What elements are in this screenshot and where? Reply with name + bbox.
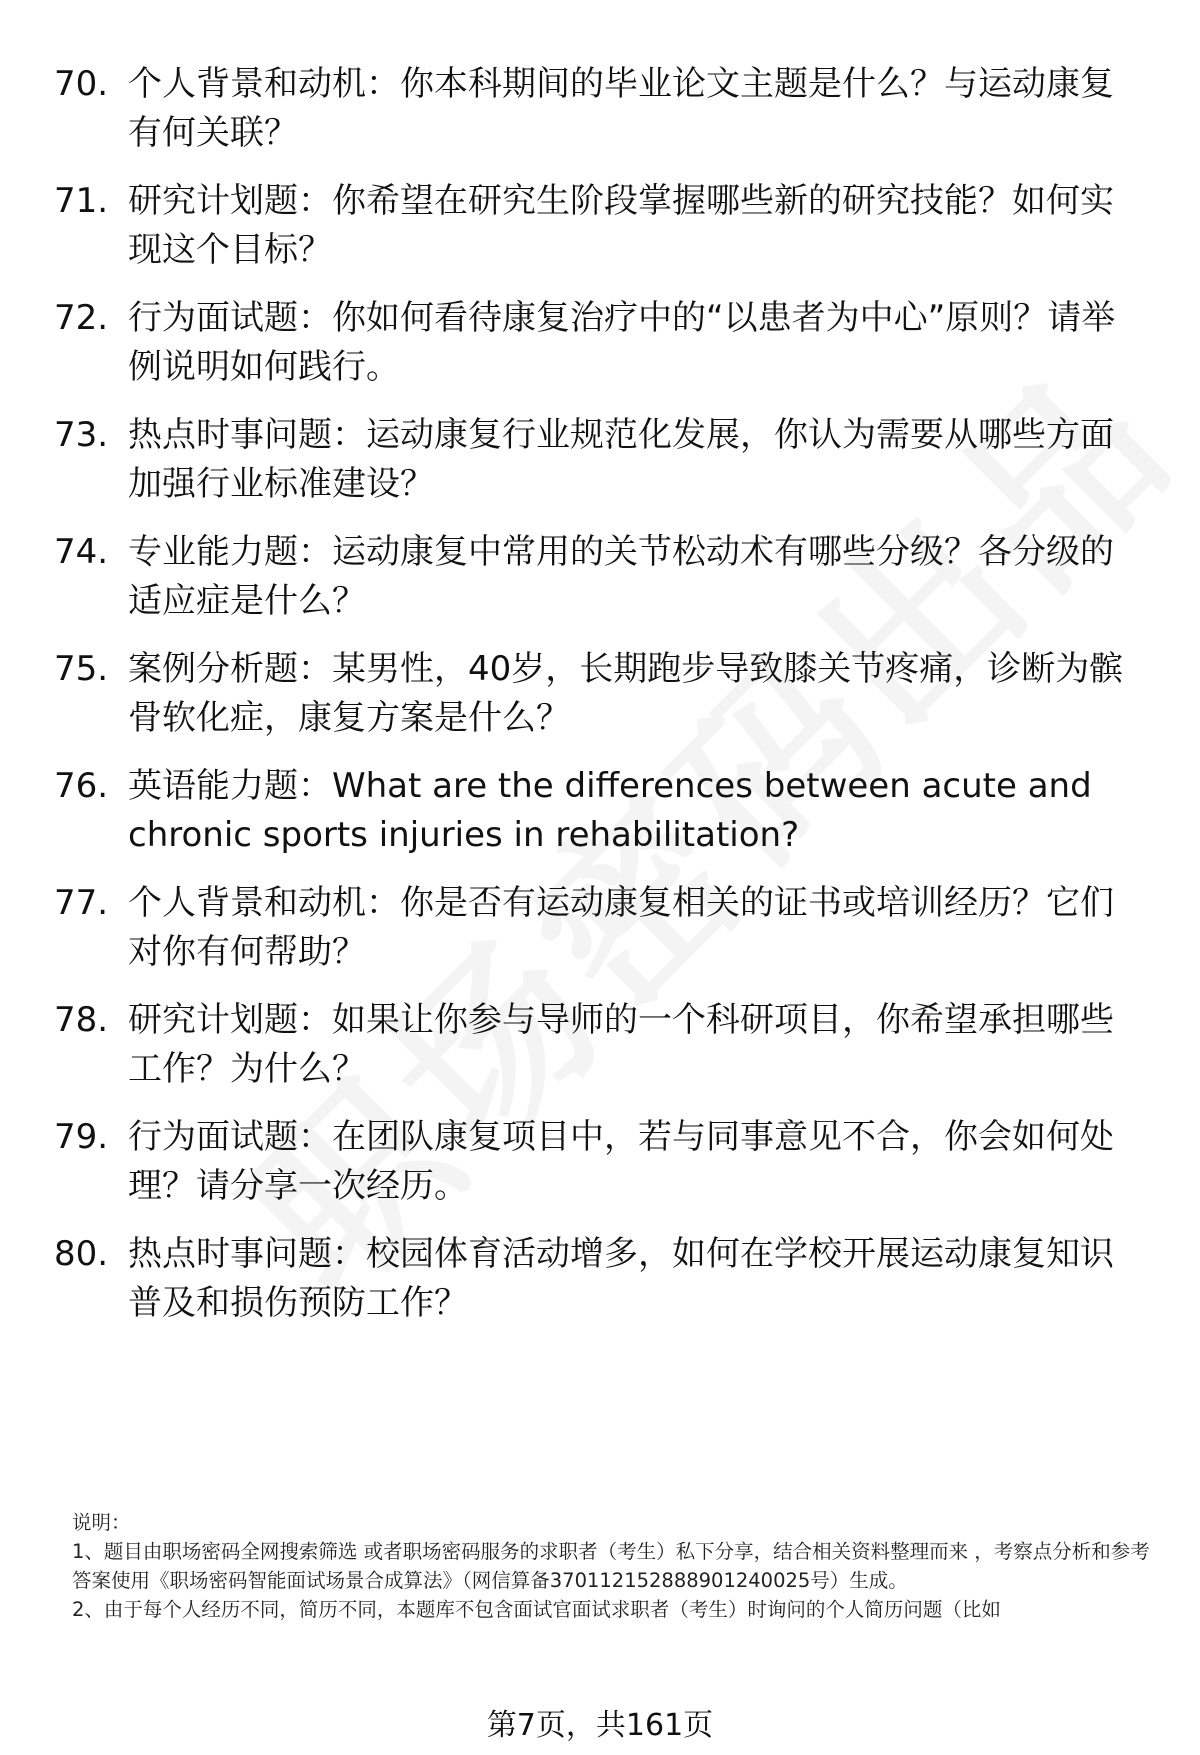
question-number: 74. bbox=[54, 532, 109, 572]
question-number: 75. bbox=[54, 649, 109, 689]
question-text: 案例分析题：某男性，40岁，长期跑步导致膝关节疼痛，诊断为髌骨软化症，康复方案是什么？ bbox=[128, 649, 1124, 738]
question-text: 个人背景和动机：你本科期间的毕业论文主题是什么？与运动康复有何关联？ bbox=[128, 64, 1114, 153]
question-number: 71. bbox=[54, 181, 109, 221]
question-text: 热点时事问题：校园体育活动增多，如何在学校开展运动康复知识普及和损伤预防工作？ bbox=[128, 1234, 1114, 1323]
notes-heading: 说明： bbox=[72, 1511, 131, 1534]
question-text: 英语能力题：What are the differences between acute and chronic sports injuries in rehabilitation? bbox=[128, 766, 1092, 855]
notes-item-1: 1、题目由职场密码全网搜索筛选 或者职场密码服务的求职者（考生）私下分享，结合相关资料整理而来 ，考察点分析和参考答案使用《职场密码智能面试场景合成算法》（网信算备370112152888901240025号）生成。 bbox=[72, 1540, 1150, 1592]
question-text: 个人背景和动机：你是否有运动康复相关的证书或培训经历？它们对你有何帮助？ bbox=[128, 883, 1114, 972]
question-number: 79. bbox=[54, 1117, 109, 1157]
question-text: 专业能力题：运动康复中常用的关节松动术有哪些分级？各分级的适应症是什么？ bbox=[128, 532, 1114, 621]
question-number: 72. bbox=[54, 298, 109, 338]
notes-item-2: 2、由于每个人经历不同，简历不同，本题库不包含面试官面试求职者（考生）时询问的个人简历问题（比如 bbox=[72, 1598, 1001, 1621]
page-number: 第7页，共161页 bbox=[486, 1708, 714, 1743]
question-text: 行为面试题：在团队康复项目中，若与同事意见不合，你会如何处理？请分享一次经历。 bbox=[128, 1117, 1114, 1206]
question-number: 77. bbox=[54, 883, 109, 923]
question-text: 行为面试题：你如何看待康复治疗中的“以患者为中心”原则？请举例说明如何践行。 bbox=[128, 298, 1116, 387]
question-number: 78. bbox=[54, 1000, 109, 1040]
question-number: 70. bbox=[54, 64, 109, 104]
question-text: 热点时事问题：运动康复行业规范化发展，你认为需要从哪些方面加强行业标准建设？ bbox=[128, 415, 1114, 504]
question-text: 研究计划题：如果让你参与导师的一个科研项目，你希望承担哪些工作？为什么？ bbox=[128, 1000, 1114, 1089]
question-number: 76. bbox=[54, 766, 109, 806]
question-number: 73. bbox=[54, 415, 109, 455]
question-number: 80. bbox=[54, 1234, 109, 1274]
notes-section bbox=[72, 1508, 1162, 1624]
question-text: 研究计划题：你希望在研究生阶段掌握哪些新的研究技能？如何实现这个目标？ bbox=[128, 181, 1114, 270]
